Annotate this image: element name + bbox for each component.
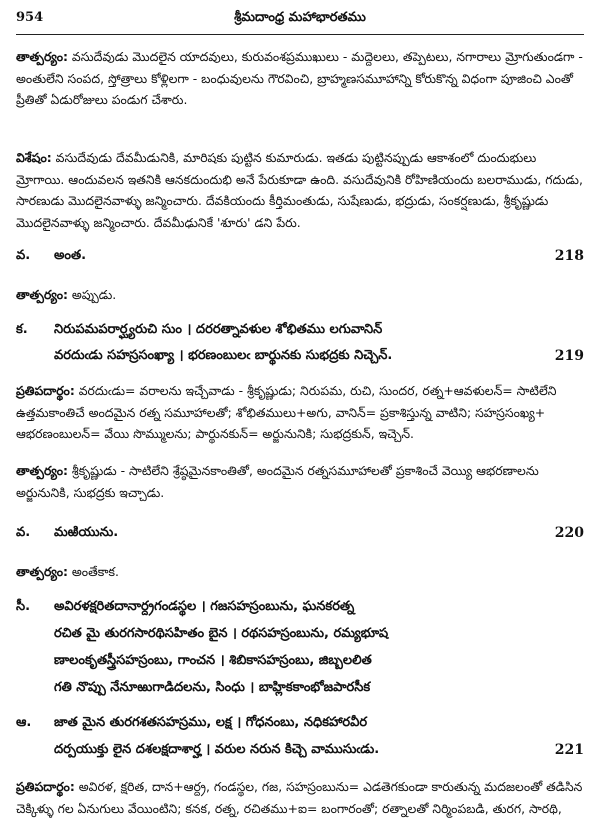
verse-code: క. — [16, 322, 28, 337]
verse-221-sisa-line-3 — [16, 653, 584, 673]
tatparyam-text: శ్రీకృష్ణుడు - సాటిలేని శ్రేష్ఠమైనకాంతితో, అందమైన రత్నసమూహాలతో ప్రకాశించే వెయ్యి ఆభరణాలను అర్జునునికి, సుభద్రకు ఇచ్చాడు. — [16, 463, 539, 500]
verse-221-sisa-line-4 — [16, 680, 584, 700]
verse-number: 218 — [554, 248, 584, 264]
verse-number: 221 — [554, 742, 584, 758]
verse-221-ata-line-2 — [16, 742, 584, 762]
verse-221-sisa-line-2 — [16, 626, 584, 646]
pratipadartham-label: ప్రతిపదార్థం: — [16, 779, 75, 794]
verse-text: రచిత మై తురగసారథిసహితం బైన । రథసహస్రంబును, రమ్యభూష — [54, 626, 389, 641]
page-header — [16, 10, 584, 30]
verse-text: గతి నొప్పు నేనూఱుగాడిదలను, సింధు । బాహ్లికకాంభోజపారసీక — [54, 680, 371, 695]
verse-text: అవిరళక్షరితదానార్ద్రగండస్థల । గజసహస్రంబును, ఘనకరత్న — [54, 599, 355, 614]
running-title: శ్రీమదాంధ్ర మహాభారతము — [234, 10, 366, 25]
tatparyam-label: తాత్పర్యం: — [16, 287, 68, 302]
verse-number: 219 — [554, 348, 584, 364]
pratipadartham-label: ప్రతిపదార్థం: — [16, 383, 75, 398]
header-rule — [16, 34, 584, 35]
page-number: 954 — [16, 10, 44, 25]
tatparyam-text: అప్పుడు. — [67, 287, 117, 302]
verse-218 — [16, 248, 584, 268]
tatparyam-paragraph-4 — [16, 561, 584, 583]
tatparyam-label: తాత్పర్యం: — [16, 564, 68, 579]
visesham-text: వసుదేవుడు దేవమీడునికి, మారిషకు పుట్టిన కుమారుడు. ఇతడు పుట్టినప్పుడు ఆకాశంలో దుందుభులు మ్రోగాయి. ఆందువలన ఇతనికి ఆనకదుందుభి అనే పేరుకూడా ఉంది. వసుదేవునికి రోహిణియందు బలరాముడు, గదుడు, సారణుడు మొదలైనవాళ్ళు జన్మించారు. దేవకియందు కీర్తిమంతుడు, సుషేణుడు, భద్రుడు, సంకర్షణుడు, శ్రీకృష్ణుడు మొదలైనవాళ్ళు జన్మించారు. దేవమీఢునికే 'శూరు' డని పేరు. — [16, 150, 583, 230]
verse-text: నిరుపమపరార్ఘ్యరుచి సుం । దరరత్నావళుల శోభితము లగువానిన్ — [54, 322, 383, 337]
tatparyam-paragraph-3 — [16, 460, 584, 503]
verse-text: మఱియును. — [54, 525, 119, 540]
verse-code: సీ. — [16, 599, 31, 614]
pratipadartham-paragraph-1 — [16, 380, 584, 445]
tatparyam-label: తాత్పర్యం: — [16, 49, 68, 64]
verse-219-line-1 — [16, 322, 584, 342]
verse-text: వరదుఁడు సహస్రసంఖ్యా । భరణంబులఁ బార్థునకు సుభద్రకు నిచ్చెన్. — [54, 348, 393, 363]
verse-code: వ. — [16, 525, 31, 540]
tatparyam-text: అంతేకాక. — [67, 564, 119, 579]
tatparyam-text: వసుదేవుడు మొదలైన యాదవులు, కురువంశప్రముఖులు - మద్దెలలు, తప్పెటలు, నగారాలు మ్రోగుతుండగా - అంతులేని సంపద, స్తోత్రాలు కోళ్లిలగా - బంధువులను గౌరవించి, బ్రాహ్మణసమూహాన్ని కోరుకొన్న విధంగా పూజించి ఎంతో ప్రీతితో ఏడురోజులు పండుగ చేశారు. — [16, 49, 583, 107]
verse-code: వ. — [16, 248, 31, 263]
verse-text: జాత మైన తురగశతసహస్రము, లక్ష । గోధనంబు, నధికహారవీర — [54, 715, 368, 730]
tatparyam-paragraph-1 — [16, 46, 584, 111]
verse-text: అంత. — [54, 248, 87, 263]
verse-number: 220 — [554, 525, 584, 541]
pratipadartham-text: వరదుఁడు= వరాలను ఇచ్చేవాడు - శ్రీకృష్ణుడు; నిరుపమ, రుచి, సుందర, రత్న+ఆవళులన్= సాటిలేని ఉత్తమకాంతిచే అందమైన రత్న సమూహాలతో; శోభితములు+అగు, వానిన్= ప్రకాశిస్తున్న వాటిని; సహస్రసంఖ్య+ ఆభరణంబులన్= వేయి సొమ్ములను; పార్థునకున్= అర్జునునికి; సుభద్రకున్, ఇచ్చెన్. — [16, 383, 557, 441]
verse-text: ణాలంకృతస్త్రీసహస్రంబు, గాంచన । శిబికాసహస్రంబు, జిబ్బలలిత — [54, 653, 372, 668]
pratipadartham-text: అవిరళ, క్షరిత, దాన+ఆర్ద్ర, గండస్థల, గజ, సహస్రంబును= ఎడతెగకుండా కారుతున్న మదజలంతో తడిసిన చెక్కిళ్ళు గల ఏనుగులు వేయింటిని; కనక, రత్న, రచితము+ఐ= బంగారంతో; రత్నాలతో నిర్మింపబడి, తురగ, సారథి, — [16, 779, 583, 816]
verse-code: ఆ. — [16, 715, 32, 730]
verse-221-ata-line-1 — [16, 715, 584, 735]
verse-220 — [16, 525, 584, 545]
verse-221-sisa-line-1 — [16, 599, 584, 619]
visesham-label: విశేషం: — [16, 150, 52, 165]
verse-text: దర్పయుక్తు లైన దశలక్షదాశార్హ । వరుల నరున కిచ్చె వాముసుఁడు. — [54, 742, 380, 757]
verse-219-line-2 — [16, 348, 584, 368]
tatparyam-paragraph-2 — [16, 284, 584, 306]
pratipadartham-paragraph-2 — [16, 776, 584, 819]
tatparyam-label: తాత్పర్యం: — [16, 463, 68, 478]
visesham-paragraph — [16, 147, 584, 233]
